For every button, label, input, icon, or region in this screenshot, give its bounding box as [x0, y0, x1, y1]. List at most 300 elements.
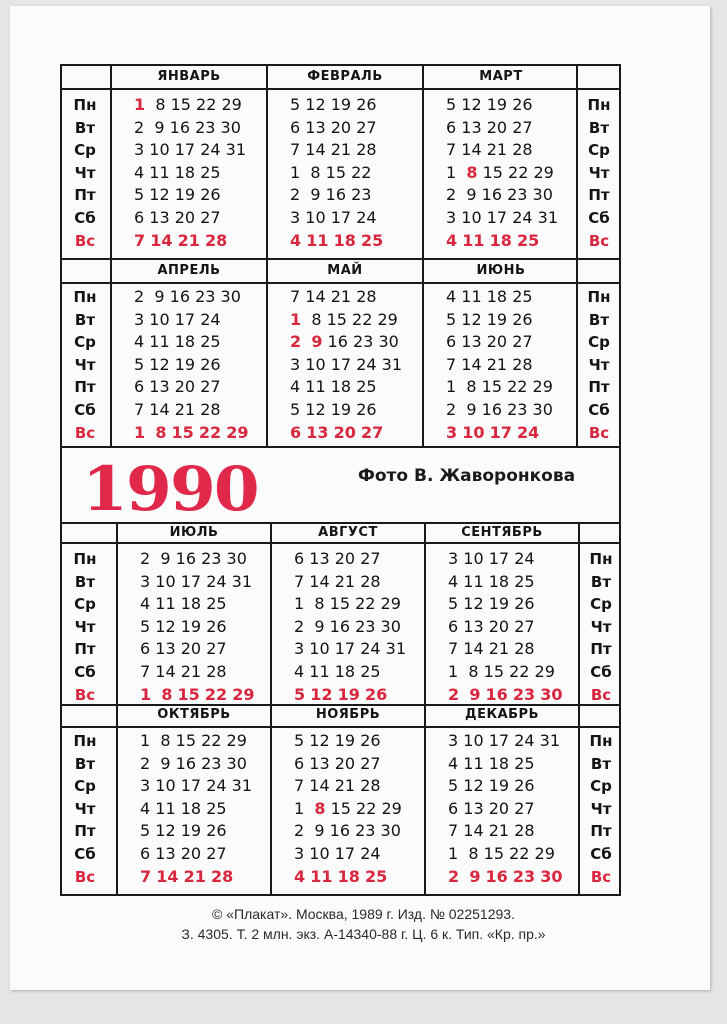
date-number: 13 — [155, 639, 176, 659]
date-number: 18 — [180, 798, 202, 818]
date-number: 4 — [446, 230, 458, 250]
date-number: 30 — [220, 117, 241, 137]
date-number: 21 — [177, 230, 200, 250]
date-number: 23 — [353, 332, 374, 352]
date-number: 3 — [290, 208, 301, 227]
date-number: 18 — [180, 594, 202, 614]
date-number: 21 — [486, 140, 508, 160]
date-number: 24 — [200, 309, 221, 329]
date-number: 3 — [294, 639, 305, 659]
date-number: 20 — [334, 753, 356, 773]
date-row — [448, 775, 535, 797]
date-number: 11 — [461, 287, 482, 306]
date-row — [140, 730, 247, 752]
date-number: 2 — [290, 185, 301, 205]
date-number: 15 — [177, 684, 200, 704]
date-number: 5 — [448, 776, 459, 796]
date-number: 3 — [290, 354, 301, 374]
date-number: 4 — [446, 287, 457, 306]
date-number: 3 — [446, 208, 457, 227]
date-number: 13 — [463, 798, 484, 818]
date-number: 1 — [448, 844, 459, 863]
date-row — [140, 866, 233, 888]
date-number: 30 — [540, 866, 563, 886]
date-number: 24 — [200, 140, 221, 160]
date-number: 19 — [174, 354, 196, 374]
date-number: 8 — [466, 377, 477, 397]
date-row — [140, 684, 255, 706]
date-number: 18 — [337, 866, 360, 886]
date-number: 20 — [330, 117, 352, 137]
date-number: 22 — [507, 377, 528, 397]
date-number: 20 — [486, 332, 508, 352]
date-number: 23 — [512, 684, 536, 704]
date-number: 19 — [486, 95, 508, 114]
date-number: 20 — [174, 377, 196, 397]
date-row — [290, 376, 377, 398]
date-number: 11 — [149, 332, 170, 352]
date-number: 8 — [466, 162, 478, 182]
date-number: 15 — [483, 662, 504, 681]
date-number: 23 — [351, 185, 372, 205]
year-band — [60, 448, 621, 524]
date-number: 6 — [290, 422, 302, 442]
date-number: 21 — [180, 662, 202, 681]
month-name: ФЕВРАЛЬ — [307, 69, 383, 84]
date-number: 9 — [160, 549, 171, 568]
date-number: 1 — [294, 798, 305, 818]
date-number: 12 — [155, 616, 176, 636]
date-number: 26 — [200, 185, 221, 205]
date-number: 23 — [195, 287, 216, 306]
date-number: 28 — [512, 140, 533, 160]
weekday-label: Чт — [590, 799, 612, 818]
date-number: 10 — [305, 354, 326, 374]
date-number: 5 — [446, 95, 457, 114]
weekday-label: Ср — [74, 333, 96, 352]
date-number: 18 — [174, 332, 196, 352]
date-number: 24 — [514, 549, 535, 568]
date-number: 7 — [446, 140, 457, 160]
date-row — [290, 117, 377, 139]
date-number: 21 — [334, 776, 356, 796]
date-number: 29 — [226, 422, 249, 442]
date-number: 8 — [311, 309, 322, 329]
weekday-label: Чт — [74, 355, 96, 374]
date-number: 31 — [231, 571, 252, 591]
date-number: 17 — [180, 571, 202, 591]
date-number: 4 — [290, 230, 302, 250]
date-number: 10 — [309, 844, 330, 863]
date-number: 28 — [200, 400, 221, 419]
date-row — [290, 94, 377, 116]
date-number: 7 — [134, 230, 146, 250]
weekday-label: Вс — [74, 231, 96, 250]
date-number: 28 — [360, 776, 381, 796]
date-number: 26 — [206, 616, 227, 636]
date-number: 27 — [514, 798, 535, 818]
month-name: ЯНВАРЬ — [157, 69, 221, 84]
date-number: 26 — [512, 95, 533, 114]
date-number: 29 — [380, 594, 401, 614]
date-number: 15 — [175, 731, 196, 750]
date-number: 1 — [294, 594, 305, 614]
date-number: 19 — [337, 684, 360, 704]
date-number: 15 — [171, 422, 194, 442]
date-row — [446, 422, 539, 444]
date-number: 3 — [294, 844, 305, 863]
date-number: 10 — [462, 422, 485, 442]
date-number: 30 — [378, 332, 399, 352]
date-number: 14 — [309, 571, 330, 591]
date-number: 8 — [314, 798, 326, 818]
date-number: 17 — [488, 549, 510, 568]
weekday-label: Вс — [74, 867, 96, 886]
date-row — [446, 117, 533, 139]
date-number: 5 — [448, 594, 459, 614]
date-number: 7 — [448, 821, 459, 841]
weekday-label: Пт — [74, 186, 96, 205]
date-number: 19 — [180, 616, 202, 636]
date-number: 13 — [149, 377, 170, 397]
date-row — [290, 309, 398, 331]
date-row — [290, 331, 399, 353]
date-row — [140, 753, 247, 775]
date-number: 11 — [306, 230, 329, 250]
date-row — [290, 422, 383, 444]
date-number: 21 — [488, 821, 510, 841]
date-number: 5 — [140, 821, 151, 841]
month-name: МАРТ — [479, 69, 523, 84]
date-number: 24 — [356, 354, 377, 374]
date-number: 3 — [140, 571, 151, 591]
date-row — [140, 593, 227, 615]
date-row — [448, 684, 563, 706]
date-row — [446, 376, 553, 398]
date-number: 16 — [327, 332, 348, 352]
date-number: 24 — [356, 208, 377, 227]
date-number: 8 — [155, 95, 166, 114]
weekday-label: Сб — [588, 209, 610, 227]
date-number: 1 — [290, 162, 301, 182]
date-number: 28 — [206, 662, 227, 681]
date-number: 20 — [334, 549, 356, 568]
date-number: 31 — [537, 208, 558, 227]
date-number: 2 — [446, 400, 457, 419]
date-number: 31 — [539, 731, 560, 750]
date-row — [140, 548, 247, 570]
date-row — [294, 638, 406, 660]
date-number: 27 — [200, 377, 221, 397]
date-row — [134, 331, 221, 353]
date-number: 16 — [485, 866, 508, 886]
date-number: 5 — [294, 684, 306, 704]
month-name: АПРЕЛЬ — [157, 263, 221, 278]
date-number: 6 — [448, 616, 459, 636]
date-number: 10 — [149, 140, 170, 160]
date-number: 12 — [461, 95, 482, 114]
date-number: 11 — [463, 753, 484, 773]
date-number: 11 — [149, 162, 170, 182]
date-number: 15 — [483, 844, 504, 863]
date-number: 25 — [516, 230, 540, 250]
weekday-label: Вс — [74, 423, 96, 442]
date-number: 8 — [160, 731, 171, 750]
date-number: 1 — [448, 662, 459, 681]
date-number: 20 — [488, 798, 510, 818]
weekday-label: Пн — [589, 732, 613, 750]
date-number: 5 — [134, 185, 145, 205]
date-row — [294, 661, 381, 683]
date-number: 24 — [516, 422, 540, 442]
weekday-label: Чт — [74, 163, 96, 182]
weekday-label: Вс — [590, 867, 612, 886]
date-row — [140, 798, 227, 820]
weekday-label: Сб — [588, 401, 610, 419]
date-number: 25 — [206, 798, 227, 818]
date-row — [448, 730, 560, 752]
date-number: 13 — [461, 117, 482, 137]
date-number: 30 — [540, 684, 563, 704]
date-number: 16 — [175, 753, 196, 773]
date-number: 29 — [381, 798, 402, 818]
date-number: 9 — [469, 684, 481, 704]
date-number: 3 — [134, 309, 145, 329]
date-row — [446, 94, 533, 116]
date-row — [140, 843, 227, 865]
weekday-label: Пн — [73, 550, 97, 568]
date-number: 30 — [380, 616, 401, 636]
date-number: 21 — [488, 639, 510, 659]
date-row — [448, 638, 535, 660]
date-number: 16 — [485, 684, 508, 704]
date-number: 16 — [169, 287, 190, 306]
date-number: 28 — [360, 571, 381, 591]
date-number: 31 — [381, 354, 402, 374]
date-row — [448, 798, 535, 820]
date-row — [446, 399, 553, 421]
date-row — [448, 820, 535, 842]
date-number: 3 — [446, 422, 458, 442]
date-number: 18 — [489, 230, 512, 250]
date-number: 29 — [534, 662, 555, 681]
date-row — [134, 207, 221, 229]
weekday-label: Пт — [590, 640, 612, 659]
photo-credit: Фото В. Жаворонкова — [358, 466, 576, 486]
date-number: 15 — [326, 309, 347, 329]
date-number: 21 — [174, 400, 196, 419]
date-row — [290, 230, 383, 252]
date-number: 24 — [360, 844, 381, 863]
date-row — [294, 820, 401, 842]
date-number: 16 — [329, 616, 350, 636]
date-row — [448, 548, 535, 570]
weekday-label: Сб — [74, 663, 96, 681]
date-number: 25 — [514, 753, 535, 773]
weekday-label: Сб — [74, 845, 96, 863]
date-number: 20 — [488, 616, 510, 636]
date-row — [294, 775, 381, 797]
date-row — [134, 117, 241, 139]
date-number: 20 — [333, 422, 356, 442]
date-number: 27 — [514, 616, 535, 636]
date-number: 12 — [149, 354, 170, 374]
date-number: 6 — [140, 844, 151, 863]
date-number: 16 — [325, 185, 346, 205]
date-number: 1 — [134, 422, 146, 442]
date-number: 3 — [140, 776, 151, 796]
date-number: 11 — [305, 377, 326, 397]
date-number: 12 — [309, 731, 330, 750]
weekday-label: Ср — [588, 333, 610, 352]
weekday-label: Вт — [588, 310, 610, 329]
date-number: 14 — [305, 140, 326, 160]
date-number: 2 — [448, 866, 460, 886]
date-number: 19 — [488, 776, 510, 796]
date-number: 17 — [174, 309, 196, 329]
date-number: 29 — [226, 731, 247, 750]
date-row — [446, 354, 533, 376]
date-number: 4 — [290, 377, 301, 397]
date-number: 4 — [294, 662, 305, 681]
date-row — [134, 139, 246, 161]
date-number: 14 — [461, 354, 482, 374]
date-number: 12 — [149, 185, 170, 205]
date-number: 2 — [294, 616, 305, 636]
date-number: 30 — [220, 287, 241, 306]
date-number: 9 — [469, 866, 481, 886]
date-number: 31 — [385, 639, 406, 659]
date-number: 8 — [468, 662, 479, 681]
date-number: 4 — [140, 798, 151, 818]
date-row — [140, 775, 252, 797]
date-number: 29 — [533, 162, 554, 182]
date-number: 10 — [305, 208, 326, 227]
date-number: 24 — [360, 639, 381, 659]
date-number: 14 — [155, 662, 176, 681]
date-number: 9 — [466, 400, 477, 419]
date-number: 26 — [356, 400, 377, 419]
date-row — [290, 399, 377, 421]
date-number: 14 — [150, 230, 173, 250]
date-number: 22 — [356, 798, 377, 818]
date-number: 22 — [198, 422, 222, 442]
date-row — [290, 139, 377, 161]
date-number: 26 — [514, 594, 535, 614]
date-number: 7 — [134, 400, 145, 419]
date-row — [446, 309, 533, 331]
date-row — [294, 616, 401, 638]
date-number: 16 — [329, 821, 350, 841]
date-number: 23 — [355, 616, 376, 636]
date-number: 6 — [140, 639, 151, 659]
date-number: 24 — [206, 776, 227, 796]
date-number: 25 — [200, 332, 221, 352]
weekday-label: Вт — [590, 572, 612, 591]
weekday-label: Пн — [587, 288, 611, 306]
date-number: 1 — [140, 731, 151, 750]
date-number: 7 — [294, 776, 305, 796]
date-number: 22 — [204, 684, 228, 704]
date-number: 15 — [481, 377, 502, 397]
date-number: 10 — [463, 549, 484, 568]
date-number: 14 — [463, 821, 484, 841]
date-number: 11 — [462, 230, 485, 250]
date-number: 11 — [309, 662, 330, 681]
date-number: 22 — [196, 95, 217, 114]
date-number: 13 — [305, 117, 326, 137]
weekday-label: Пн — [73, 96, 97, 114]
date-number: 31 — [231, 776, 252, 796]
date-number: 4 — [294, 866, 306, 886]
date-number: 11 — [155, 798, 176, 818]
date-number: 19 — [174, 185, 196, 205]
date-number: 8 — [310, 162, 321, 182]
weekday-label: Вс — [590, 685, 612, 704]
date-row — [134, 230, 227, 252]
date-number: 2 — [294, 821, 305, 841]
date-number: 20 — [486, 117, 508, 137]
date-number: 10 — [155, 571, 176, 591]
date-number: 3 — [134, 140, 145, 160]
date-number: 11 — [310, 866, 333, 886]
date-row — [294, 730, 381, 752]
date-number: 21 — [330, 287, 352, 306]
date-number: 21 — [330, 140, 352, 160]
date-number: 17 — [330, 208, 352, 227]
date-row — [134, 354, 221, 376]
date-number: 29 — [221, 95, 242, 114]
date-number: 9 — [314, 616, 325, 636]
date-number: 7 — [290, 140, 301, 160]
date-number: 2 — [134, 117, 145, 137]
date-row — [446, 286, 533, 308]
weekday-label: Пт — [74, 822, 96, 841]
date-number: 11 — [463, 571, 484, 591]
rule — [266, 64, 268, 448]
date-number: 22 — [352, 309, 373, 329]
date-number: 16 — [175, 549, 196, 568]
weekday-label: Вс — [588, 231, 610, 250]
date-row — [140, 661, 227, 683]
date-number: 6 — [294, 753, 305, 773]
month-name: МАЙ — [327, 263, 363, 278]
date-number: 2 — [290, 332, 302, 352]
date-row — [446, 207, 558, 229]
date-number: 25 — [512, 287, 533, 306]
date-number: 23 — [195, 117, 216, 137]
date-number: 21 — [183, 866, 206, 886]
date-number: 7 — [140, 662, 151, 681]
rule — [60, 726, 621, 728]
date-number: 23 — [201, 549, 222, 568]
weekday-label: Сб — [590, 845, 612, 863]
date-number: 13 — [149, 208, 170, 227]
date-number: 7 — [446, 354, 457, 374]
date-number: 26 — [356, 95, 377, 114]
weekday-label: Пн — [589, 550, 613, 568]
date-number: 6 — [446, 117, 457, 137]
date-row — [294, 798, 402, 820]
date-row — [134, 94, 242, 116]
date-row — [290, 184, 371, 206]
date-number: 12 — [305, 95, 326, 114]
month-name: АВГУСТ — [318, 525, 378, 540]
date-number: 21 — [486, 354, 508, 374]
date-number: 27 — [360, 549, 381, 568]
month-name: НОЯБРЬ — [315, 707, 381, 722]
date-number: 22 — [509, 662, 530, 681]
